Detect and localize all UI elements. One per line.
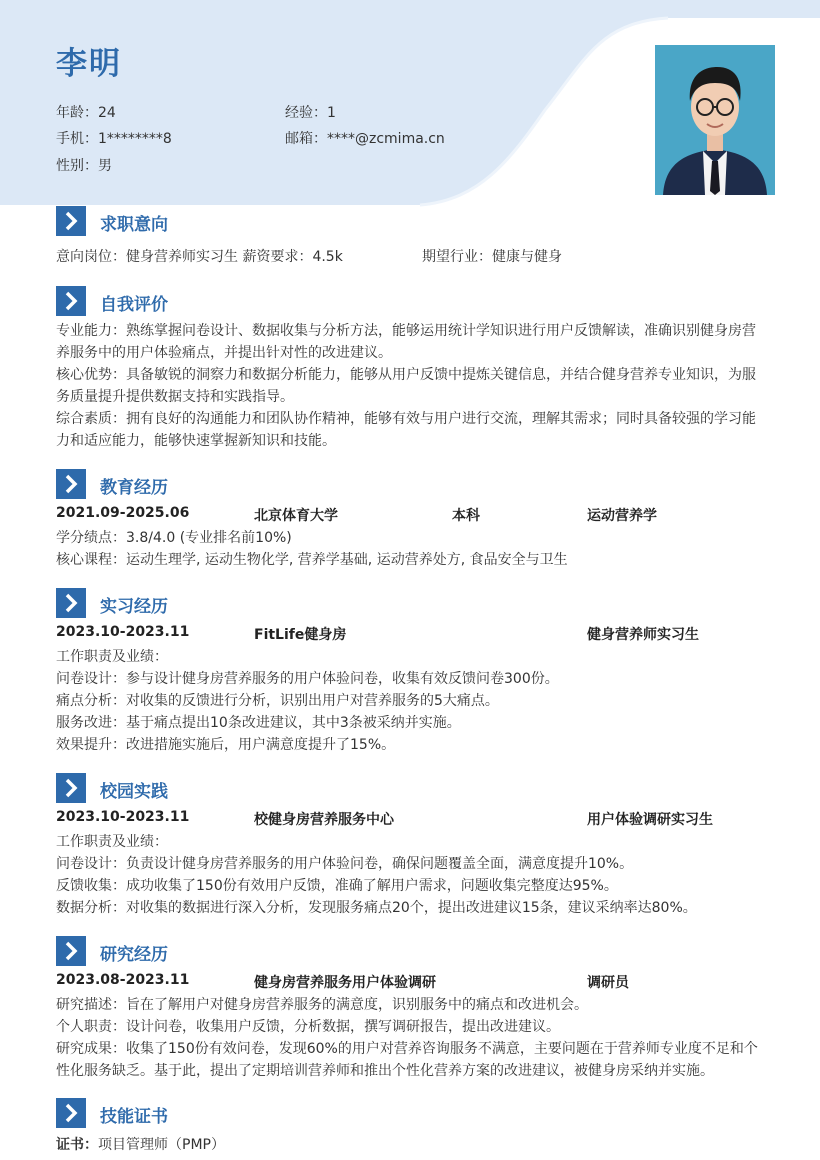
text-line: 务质量提升提供数据支持和实践指导。 [56,389,294,405]
entry-org: 健身房营养服务用户体验调研 [254,975,436,991]
section-self-evaluation [56,286,766,452]
entry-role: 用户体验调研实习生 [587,812,713,828]
entry-role: 健身营养师实习生 [587,627,699,643]
entry-date: 2021.09-2025.06 [56,505,190,521]
section-title: 技能证书 [100,1107,168,1127]
text-line: 专业能力：熟练掌握问卷设计、数据收集与分析方法，能够运用统计学知识进行用户反馈解读，准确识别健身房营 [56,323,756,339]
expected-industry: 期望行业：健康与健身 [422,249,562,265]
entry-org: 校健身房营养服务中心 [254,812,394,828]
gender-field: 性别：男 [56,158,112,174]
text-line: 问卷设计：参与设计健身房营养服务的用户体验问卷，收集有效反馈问卷300份。 [56,671,559,687]
chevron-right-icon [56,469,86,499]
section-title: 自我评价 [100,295,168,315]
candidate-name: 李明 [56,46,122,82]
text-line: 研究描述：旨在了解用户对健身房营养服务的满意度，识别服务中的痛点和改进机会。 [56,997,588,1013]
text-line: 力和适应能力，能够快速掌握新知识和技能。 [56,433,336,449]
entry-school: 北京体育大学 [254,508,338,524]
text-line: 数据分析：对收集的数据进行深入分析，发现服务痛点20个，提出改进建议15条，建议采纳率达80%。 [56,900,697,916]
section-title: 研究经历 [100,945,168,965]
certificate-value: 项目管理师（PMP） [98,1137,225,1153]
text-line: 养服务中的用户体验痛点，并提出针对性的改进建议。 [56,345,392,361]
text-line: 综合素质：拥有良好的沟通能力和团队协作精神，能够有效与用户进行交流，理解其需求；同时具备较强的学习能 [56,411,756,427]
section-title: 实习经历 [100,597,168,617]
entry-degree: 本科 [452,508,480,524]
entry-header [56,624,766,646]
entry-header [56,972,766,994]
chevron-right-icon [56,206,86,236]
text-line: 核心课程：运动生理学, 运动生物化学, 营养学基础, 运动营养处方, 食品安全与卫生 [56,552,568,568]
chevron-right-icon [56,773,86,803]
position-salary: 意向岗位：健身营养师实习生 薪资要求：4.5k [56,249,343,265]
section-skills [56,1098,766,1156]
chevron-right-icon [56,1098,86,1128]
chevron-right-icon [56,588,86,618]
entry-major: 运动营养学 [587,508,657,524]
text-line: 效果提升：改进措施实施后，用户满意度提升了15%。 [56,737,396,753]
text-line: 性化服务缺乏。基于此，提出了定期培训营养师和推出个性化营养方案的改进建议，被健身房采纳并实施。 [56,1063,714,1079]
text-line: 问卷设计：负责设计健身房营养服务的用户体验问卷，确保问题覆盖全面，满意度提升10%。 [56,856,634,872]
section-title: 求职意向 [100,215,168,235]
section-internship [56,588,766,756]
text-line: 个人职责：设计问卷，收集用户反馈，分析数据，撰写调研报告，提出改进建议。 [56,1019,560,1035]
section-campus-practice [56,773,766,919]
section-title: 校园实践 [100,782,168,802]
text-line: 痛点分析：对收集的反馈进行分析，识别出用户对营养服务的5大痛点。 [56,693,499,709]
entry-date: 2023.10-2023.11 [56,624,190,640]
entry-role: 调研员 [587,975,629,991]
profile-photo [655,45,775,195]
age-field: 年龄：24 [56,105,116,121]
experience-field: 经验：1 [285,105,336,121]
text-line: 研究成果：收集了150份有效问卷，发现60%的用户对营养咨询服务不满意，主要问题在于营养师专业度不足和个 [56,1041,758,1057]
chevron-right-icon [56,936,86,966]
email-field: 邮箱：****@zcmima.cn [285,131,445,147]
chevron-right-icon [56,286,86,316]
text-line: 工作职责及业绩： [56,834,168,850]
text-line: 工作职责及业绩： [56,649,168,665]
text-line: 学分绩点：3.8/4.0 (专业排名前10%) [56,530,292,546]
entry-header [56,809,766,831]
certificate-line [56,1134,766,1156]
text-line: 服务改进：基于痛点提出10条改进建议，其中3条被采纳并实施。 [56,715,461,731]
section-job-intent [56,206,766,268]
section-title: 教育经历 [100,478,168,498]
certificate-label: 证书： [56,1137,98,1153]
entry-date: 2023.10-2023.11 [56,809,190,825]
section-education [56,469,766,571]
text-line: 反馈收集：成功收集了150份有效用户反馈，准确了解用户需求，问题收集完整度达95%。 [56,878,618,894]
phone-field: 手机：1********8 [56,131,172,147]
entry-header [56,505,766,527]
text-line: 核心优势：具备敏锐的洞察力和数据分析能力，能够从用户反馈中提炼关键信息，并结合健身营养专业知识，为服 [56,367,756,383]
entry-org: FitLife健身房 [254,627,347,643]
section-research [56,936,766,1082]
entry-date: 2023.08-2023.11 [56,972,190,988]
